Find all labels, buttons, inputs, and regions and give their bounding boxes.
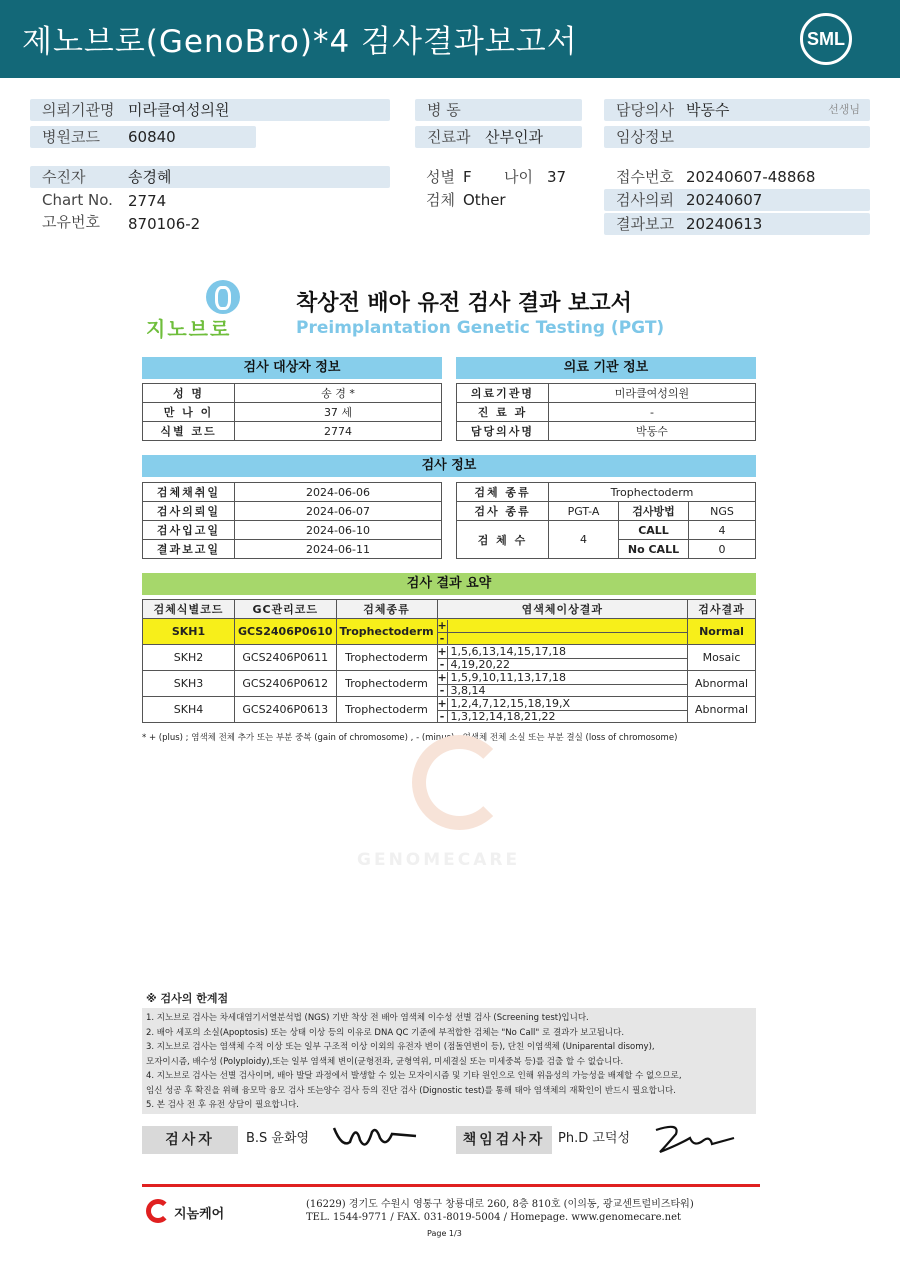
result-date-label: 결과보고일 [143, 540, 235, 559]
watermark-text: GENOMECARE [357, 850, 521, 870]
gain-chromosomes: 1,5,9,10,11,13,17,18 [450, 670, 566, 684]
collect-date-value: 2024-06-06 [235, 483, 442, 502]
ward-label: 병 동 [427, 101, 461, 119]
department-label: 진료과 [427, 128, 471, 146]
patient-name-label: 수진자 [42, 168, 86, 186]
genomecare-watermark [357, 735, 542, 875]
report-date-label: 결과보고 [616, 215, 674, 233]
arrive-date-value: 2024-06-10 [235, 521, 442, 540]
institution-label: 의뢰기관명 [42, 101, 115, 119]
col-sample-type: 검체종류 [336, 600, 437, 619]
test-result: Normal [688, 619, 756, 645]
inst-name-label: 의료기관명 [457, 384, 549, 403]
ward-row [415, 99, 582, 121]
doctor-row [604, 99, 870, 121]
subject-code-label: 식별 코드 [143, 422, 235, 441]
hospital-code-value: 60840 [128, 128, 176, 146]
age-label: 나이 [504, 168, 533, 186]
inst-dept-value: - [549, 403, 756, 422]
doctor-value: 박동수 [686, 101, 730, 119]
nocall-value: 0 [689, 540, 756, 559]
test-result: Mosaic [688, 645, 756, 671]
result-date-value: 2024-06-11 [235, 540, 442, 559]
inst-doctor-value: 박동수 [549, 422, 756, 441]
test-dates-table [142, 482, 442, 559]
institution-row [30, 99, 390, 121]
chart-no-label: Chart No. [42, 191, 113, 209]
sml-logo-icon [800, 13, 852, 65]
count-value: 4 [549, 521, 619, 559]
limitation-item: 5. 본 검사 전 후 유전 상담이 필요합니다. [146, 1100, 299, 1110]
department-row [415, 126, 582, 148]
sex-value: F [463, 168, 472, 186]
loss-chromosomes: 3,8,14 [450, 683, 486, 697]
chromosome-result [437, 645, 687, 671]
call-value: 4 [689, 521, 756, 540]
test-type-label: 검사 종류 [457, 502, 549, 521]
loss-sign: - [438, 659, 448, 670]
table-row [143, 645, 756, 671]
request-value: 20240607 [686, 191, 763, 209]
chromosome-result [437, 697, 687, 723]
arrive-date-label: 검사입고일 [143, 521, 235, 540]
clinical-label: 임상정보 [616, 128, 674, 146]
institution-info-table [456, 383, 756, 441]
subject-info-heading: 검사 대상자 정보 [142, 357, 442, 379]
request-date-label: 검사의뢰일 [143, 502, 235, 521]
receipt-label: 접수번호 [616, 168, 674, 186]
genomecare-logo-icon [146, 1199, 170, 1223]
patient-name-value: 송경혜 [128, 168, 172, 186]
hospital-code-label: 병원코드 [42, 128, 100, 146]
institution-value: 미라클여성의원 [128, 101, 230, 119]
sample-id: SKH4 [143, 697, 235, 723]
loss-sign: - [438, 711, 448, 722]
institution-info-heading: 의료 기관 정보 [456, 357, 756, 379]
report-header-bar [0, 0, 900, 78]
subject-age-value: 37 세 [235, 403, 442, 422]
col-gc-code: GC관리코드 [235, 600, 337, 619]
loss-sign: - [438, 633, 448, 644]
department-value: 산부인과 [485, 128, 543, 146]
chromosome-result [437, 619, 687, 645]
sample-type: Trophectoderm [336, 671, 437, 697]
sample-type: Trophectoderm [336, 697, 437, 723]
collect-date-label: 검체채취일 [143, 483, 235, 502]
summary-heading: 검사 결과 요약 [142, 573, 756, 595]
sample-type: Trophectoderm [336, 645, 437, 671]
table-row [143, 697, 756, 723]
subject-name-value: 송 경 * [235, 384, 442, 403]
limitation-item: 3. 지노브로 검사는 염색체 수적 이상 또는 일부 구조적 이상 이외의 유전자 변이 (점돌연변이 등), 단친 이염색체 (Uniparental disomy), [146, 1042, 655, 1052]
hospital-code-row [30, 126, 256, 148]
watermark-logo-icon [412, 735, 507, 830]
summary-table [142, 599, 756, 723]
footer-divider [142, 1184, 760, 1187]
chromosome-result [437, 671, 687, 697]
count-label: 검 체 수 [457, 521, 549, 559]
gain-sign: + [437, 644, 447, 658]
inst-name-value: 미라클여성의원 [549, 384, 756, 403]
doctor-label: 담당의사 [616, 101, 674, 119]
limitations-box [142, 1008, 756, 1114]
test-spec-table [456, 482, 756, 559]
table-row [143, 619, 756, 645]
receipt-value: 20240607-48868 [686, 168, 816, 186]
sex-label: 성별 [426, 168, 455, 186]
gain-sign: + [437, 696, 447, 710]
report-header-title: 제노브로(GenoBro)*4 검사결과보고서 [22, 24, 578, 60]
spec-type-value: Trophectoderm [549, 483, 756, 502]
genobro-logo-text: 지노브로 [146, 317, 232, 341]
method-label: 검사방법 [619, 502, 689, 521]
sample-id: SKH1 [143, 619, 235, 645]
genobro-logo [146, 280, 256, 340]
call-label: CALL [619, 521, 689, 540]
limitation-item: 2. 배아 세포의 소실(Apoptosis) 또는 상태 이상 등의 이유로 DNA QC 기준에 부적합한 검체는 "No Call" 로 결과가 보고됩니다. [146, 1027, 625, 1038]
chart-no-value: 2774 [128, 192, 167, 210]
limitation-item: 임신 성공 후 확진을 위해 융모막 융모 검사 또는양수 검사 등의 진단 검사 (Dignostic test)를 통해 태아 염색체의 재확인이 반드시 필요합니다. [146, 1085, 676, 1096]
report-date-value: 20240613 [686, 215, 763, 233]
chromosome-footnote: * + (plus) ; 염색체 전체 추가 또는 부분 중복 (gain of chromosome) , - (minus) ; 염색체 전체 소실 또는 부분 결실 (loss of chromosome) [142, 733, 678, 743]
chief-tester-label: 책임검사자 [456, 1126, 552, 1154]
limitation-item: 4. 지노브로 검사는 선별 검사이며, 배아 발달 과정에서 발생할 수 있는 모자이시즘 및 기타 원인으로 인해 위음성의 가능성을 배제할 수 없으므로, [146, 1071, 682, 1081]
gain-chromosomes [448, 620, 451, 632]
request-label: 검사의뢰 [616, 191, 674, 209]
report-title: 착상전 배아 유전 검사 결과 보고서 [296, 291, 632, 316]
test-type-value: PGT-A [549, 502, 619, 521]
test-result: Abnormal [688, 671, 756, 697]
gc-code: GCS2406P0612 [235, 671, 337, 697]
tester-label: 검사자 [142, 1126, 238, 1154]
loss-chromosomes [448, 633, 451, 644]
report-date-row [604, 213, 870, 235]
col-sample-id: 검체식별코드 [143, 600, 235, 619]
request-date-value: 2024-06-07 [235, 502, 442, 521]
sml-logo-text: SML [807, 29, 845, 49]
patient-name-row [30, 166, 390, 188]
age-value: 37 [547, 168, 567, 186]
subject-info-table [142, 383, 442, 441]
report-subtitle: Preimplantation Genetic Testing (PGT) [296, 318, 665, 338]
page-number: Page 1/3 [427, 1229, 462, 1238]
inst-dept-label: 진 료 과 [457, 403, 549, 422]
subject-age-label: 만 나 이 [143, 403, 235, 422]
sample-type: Trophectoderm [336, 619, 437, 645]
tester-signature-icon [330, 1118, 420, 1158]
spec-type-label: 검체 종류 [457, 483, 549, 502]
limitation-item: 1. 지노브로 검사는 차세대염기서열분석법 (NGS) 기반 착상 전 배아 염색체 이수성 선별 검사 (Screening test)입니다. [146, 1013, 589, 1023]
sample-id: SKH2 [143, 645, 235, 671]
gain-chromosomes: 1,2,4,7,12,15,18,19,X [450, 696, 571, 710]
gain-sign: + [437, 618, 447, 632]
doctor-suffix: 선생님 [828, 103, 860, 116]
specimen-label: 검체 [426, 191, 455, 209]
company-address [306, 1198, 694, 1224]
genobro-logo-icon [206, 280, 240, 314]
gc-code: GCS2406P0611 [235, 645, 337, 671]
test-result: Abnormal [688, 697, 756, 723]
specimen-value: Other [463, 191, 506, 209]
limitations-title: ※ 검사의 한계점 [146, 992, 229, 1005]
nocall-label: No CALL [619, 540, 689, 559]
sample-id: SKH3 [143, 671, 235, 697]
clinical-row [604, 126, 870, 148]
gc-code: GCS2406P0610 [235, 619, 337, 645]
subject-code-value: 2774 [235, 422, 442, 441]
loss-chromosomes: 4,19,20,22 [450, 657, 511, 671]
loss-sign: - [438, 685, 448, 696]
method-value: NGS [689, 502, 756, 521]
inst-doctor-label: 담당의사명 [457, 422, 549, 441]
gain-chromosomes: 1,5,6,13,14,15,17,18 [450, 644, 566, 658]
limitation-item: 모자이시즘, 배수성 (Polyploidy),또는 일부 염색체 변이(균형전좌, 균형역위, 미세결실 또는 미세중복 등)를 검출 할 수 없습니다. [146, 1056, 624, 1067]
request-row [604, 189, 870, 211]
unique-id-label: 고유번호 [42, 213, 100, 231]
gc-code: GCS2406P0613 [235, 697, 337, 723]
test-info-heading: 검사 정보 [142, 455, 756, 477]
col-test-result: 검사결과 [688, 600, 756, 619]
contact-line: TEL. 1544-9771 / FAX. 031-8019-5004 / Homepage. www.genomecare.net [306, 1212, 682, 1223]
unique-id-value: 870106-2 [128, 215, 201, 233]
subject-name-label: 성 명 [143, 384, 235, 403]
tester-name: B.S 윤화영 [246, 1131, 310, 1146]
genomecare-logo-text: 지놈케어 [174, 1207, 225, 1222]
col-chromosome-result: 염색체이상결과 [437, 600, 687, 619]
table-row [143, 671, 756, 697]
gain-sign: + [437, 670, 447, 684]
chief-signature-icon [650, 1118, 740, 1158]
chief-tester-name: Ph.D 고덕성 [558, 1131, 631, 1146]
loss-chromosomes: 1,3,12,14,18,21,22 [450, 709, 556, 723]
address-line: (16229) 경기도 수원시 영통구 창룡대로 260, 8층 810호 (이의동, 광교센트럴비즈타워) [306, 1199, 694, 1210]
